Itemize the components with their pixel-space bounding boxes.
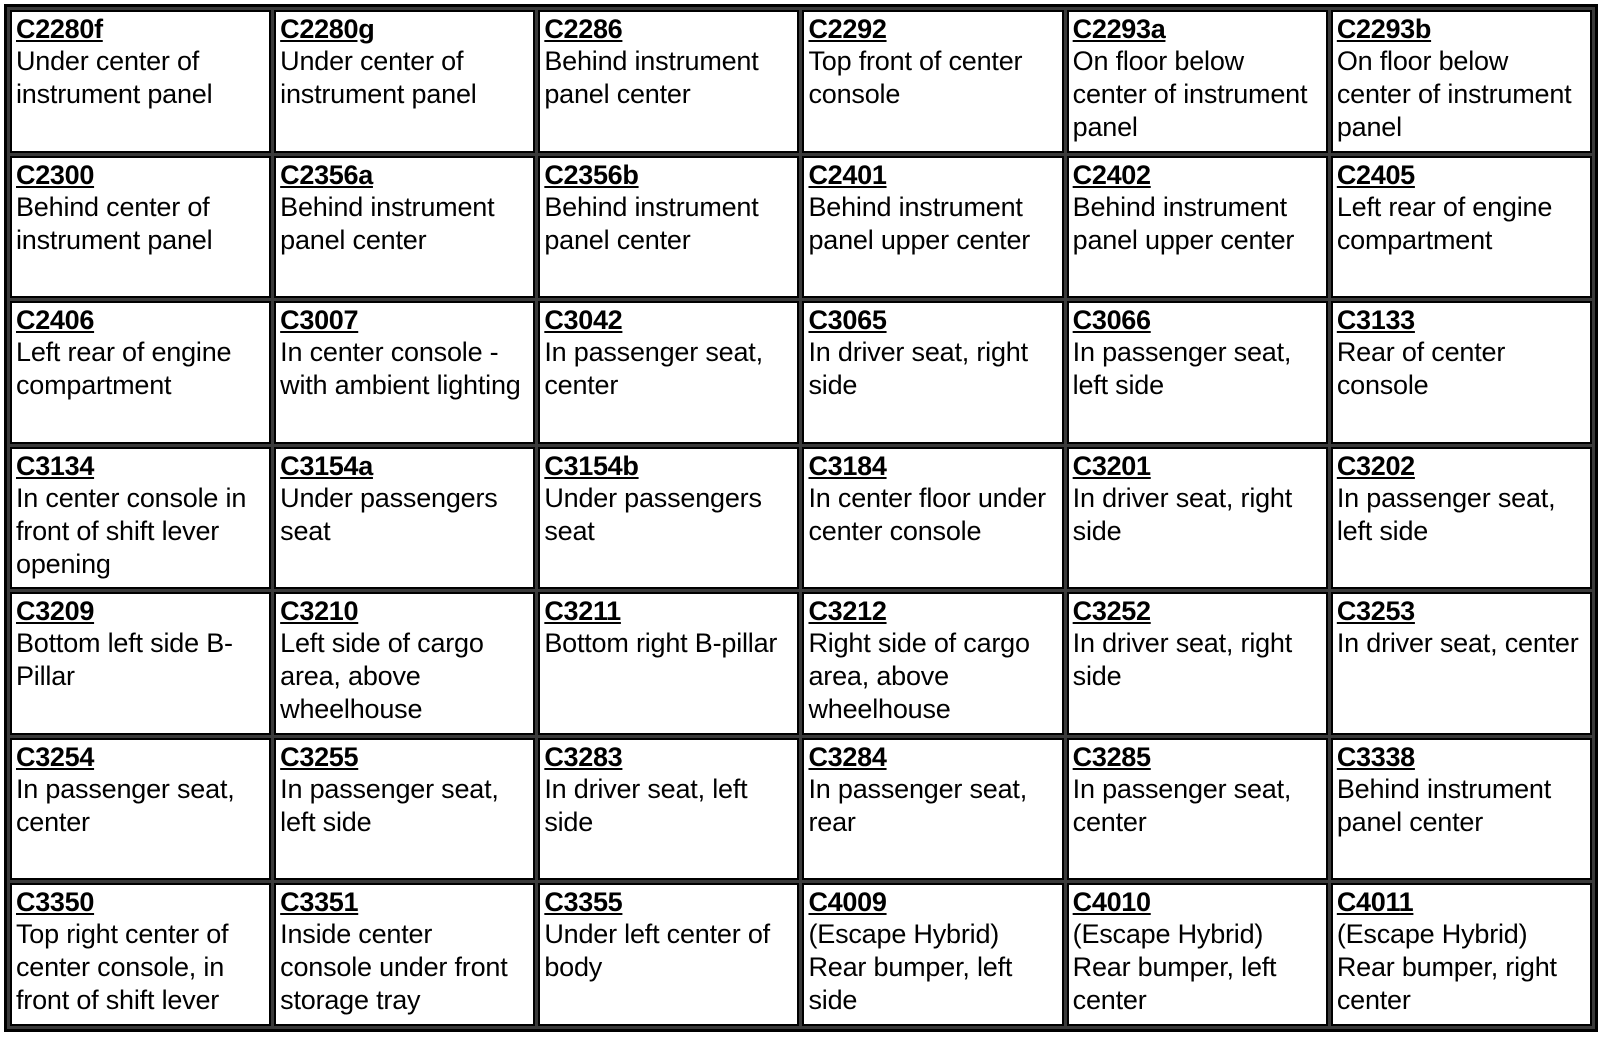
connector-code-link[interactable]: C3355: [544, 887, 623, 918]
table-cell: [1067, 156, 1328, 299]
connector-location: Left rear of engine compartment: [1336, 191, 1553, 255]
connector-code-link[interactable]: C3042: [544, 305, 623, 336]
table-cell: [274, 738, 535, 881]
connector-location: Top right center of center console, in front of shift lever: [16, 919, 229, 1016]
connector-code-link[interactable]: C3285: [1072, 741, 1151, 772]
connector-location: In driver seat, right side: [1072, 482, 1293, 546]
table-cell: [802, 301, 1063, 444]
connector-location: Behind instrument panel upper center: [808, 191, 1031, 255]
connector-code-link[interactable]: C2280g: [280, 14, 375, 44]
connector-code-link[interactable]: C3134: [16, 450, 95, 481]
connector-location-table: [4, 4, 1598, 1032]
table-cell: [802, 738, 1063, 881]
connector-location: Under center of instrument panel: [280, 46, 477, 109]
connector-location: In center console - with ambient lighting: [280, 337, 521, 401]
connector-code-link[interactable]: C2402: [1072, 159, 1151, 190]
table-cell: [10, 447, 271, 590]
table-cell: [1067, 738, 1328, 881]
connector-location: (Escape Hybrid) Rear bumper, right center: [1336, 919, 1557, 1016]
connector-location: Under left center of body: [544, 919, 770, 983]
connector-code-link[interactable]: C3254: [16, 741, 95, 772]
connector-location: Left rear of engine compartment: [16, 337, 232, 401]
connector-code-link[interactable]: C2293b: [1336, 14, 1432, 44]
connector-location: On floor below center of instrument panel: [1336, 46, 1572, 142]
connector-location: In passenger seat, center: [544, 337, 763, 401]
connector-location: In passenger seat, left side: [280, 773, 499, 837]
connector-code-link[interactable]: C3184: [808, 450, 887, 481]
connector-location: In driver seat, right side: [808, 337, 1028, 401]
table-cell: [1331, 883, 1592, 1026]
connector-location: Right side of cargo area, above wheelhouse: [808, 628, 1030, 725]
connector-code-link[interactable]: C4009: [808, 887, 887, 918]
connector-code-link[interactable]: C2401: [808, 159, 887, 190]
table-cell: [1067, 10, 1328, 153]
connector-code-link[interactable]: C3351: [280, 887, 359, 918]
connector-code-link[interactable]: C3065: [808, 305, 887, 336]
table-cell: [802, 156, 1063, 299]
connector-location: In passenger seat, center: [1072, 773, 1292, 837]
connector-code-link[interactable]: C3154a: [280, 450, 373, 481]
connector-location: Behind center of instrument panel: [16, 191, 213, 255]
table-cell: [802, 447, 1063, 590]
connector-code-link[interactable]: C3252: [1072, 596, 1151, 627]
table-cell: [538, 447, 799, 590]
table-cell: [274, 10, 535, 153]
table-cell: [274, 156, 535, 299]
connector-code-link[interactable]: C4010: [1072, 887, 1151, 918]
table-cell: [1331, 738, 1592, 881]
table-cell: [1067, 301, 1328, 444]
connector-code-link[interactable]: C2356a: [280, 159, 373, 190]
connector-code-link[interactable]: C3202: [1336, 450, 1415, 481]
table-cell: [538, 301, 799, 444]
table-cell: [1067, 592, 1328, 735]
connector-location: Under passengers seat: [280, 482, 498, 546]
connector-location: In driver seat, center: [1336, 628, 1579, 659]
table-cell: [802, 883, 1063, 1026]
connector-location: Inside center console under front storage tray: [280, 919, 508, 1016]
connector-code-link[interactable]: C3255: [280, 741, 359, 772]
table-cell: [538, 592, 799, 735]
connector-location: Under passengers seat: [544, 482, 762, 546]
table-cell: [802, 10, 1063, 153]
table-cell: [1331, 301, 1592, 444]
table-cell: [10, 883, 271, 1026]
connector-code-link[interactable]: C3212: [808, 596, 887, 627]
table-cell: [10, 301, 271, 444]
table-cell: [538, 883, 799, 1026]
table-cell: [538, 10, 799, 153]
connector-code-link[interactable]: C3066: [1072, 305, 1151, 336]
connector-code-link[interactable]: C2300: [16, 159, 95, 190]
connector-code-link[interactable]: C2286: [544, 14, 623, 44]
table-cell: [802, 592, 1063, 735]
table-cell: [1331, 10, 1592, 153]
connector-code-link[interactable]: C3154b: [544, 450, 639, 481]
table-cell: [274, 883, 535, 1026]
table-cell: [274, 592, 535, 735]
connector-location: In driver seat, right side: [1072, 628, 1293, 692]
connector-location: Behind instrument panel upper center: [1072, 191, 1295, 255]
connector-location: Top front of center console: [808, 46, 1023, 109]
connector-location: In passenger seat, center: [16, 773, 235, 837]
connector-code-link[interactable]: C3283: [544, 741, 623, 772]
table-cell: [10, 156, 271, 299]
connector-location: In passenger seat, left side: [1336, 482, 1556, 546]
connector-location: Bottom left side B-Pillar: [16, 628, 233, 692]
table-cell: [1331, 156, 1592, 299]
connector-code-link[interactable]: C3210: [280, 596, 359, 627]
connector-code-link[interactable]: C3253: [1336, 596, 1415, 627]
table-cell: [10, 738, 271, 881]
connector-code-link[interactable]: C2293a: [1072, 14, 1166, 44]
connector-location: Left side of cargo area, above wheelhouse: [280, 628, 484, 725]
connector-location: Behind instrument panel center: [280, 191, 495, 255]
table-cell: [274, 447, 535, 590]
connector-code-link[interactable]: C3338: [1336, 741, 1415, 772]
connector-location: Behind instrument panel center: [544, 46, 759, 109]
connector-location: In passenger seat, rear: [808, 773, 1028, 837]
connector-code-link[interactable]: C2292: [808, 14, 887, 44]
table-cell: [538, 156, 799, 299]
connector-code-link[interactable]: C3201: [1072, 450, 1151, 481]
connector-location: Under center of instrument panel: [16, 46, 213, 109]
connector-code-link[interactable]: C3350: [16, 887, 95, 918]
connector-location: On floor below center of instrument panel: [1072, 46, 1308, 142]
connector-code-link[interactable]: C2406: [16, 305, 95, 336]
connector-location: (Escape Hybrid) Rear bumper, left side: [808, 919, 1013, 1016]
connector-code-link[interactable]: C3211: [544, 596, 621, 627]
connector-location: Rear of center console: [1336, 337, 1506, 401]
table-cell: [538, 738, 799, 881]
connector-code-link[interactable]: C3209: [16, 596, 95, 627]
connector-location: Behind instrument panel center: [1336, 773, 1552, 837]
connector-code-link[interactable]: C3284: [808, 741, 887, 772]
connector-location: In driver seat, left side: [544, 773, 748, 837]
connector-location: In center console in front of shift lever opening: [16, 482, 247, 579]
table-cell: [274, 301, 535, 444]
connector-code-link[interactable]: C3133: [1336, 305, 1415, 336]
connector-code-link[interactable]: C2405: [1336, 159, 1415, 190]
table-cell: [10, 592, 271, 735]
connector-code-link[interactable]: C2356b: [544, 159, 639, 190]
table-cell: [10, 10, 271, 153]
connector-location: (Escape Hybrid) Rear bumper, left center: [1072, 919, 1277, 1016]
connector-location: In center floor under center console: [808, 482, 1046, 546]
table-cell: [1067, 447, 1328, 590]
table-cell: [1331, 592, 1592, 735]
connector-location: In passenger seat, left side: [1072, 337, 1292, 401]
table-cell: [1067, 883, 1328, 1026]
connector-location: Behind instrument panel center: [544, 191, 759, 255]
connector-code-link[interactable]: C3007: [280, 305, 359, 336]
connector-location: Bottom right B-pillar: [544, 628, 778, 659]
table-cell: [1331, 447, 1592, 590]
connector-code-link[interactable]: C2280f: [16, 14, 103, 44]
connector-code-link[interactable]: C4011: [1336, 887, 1414, 918]
